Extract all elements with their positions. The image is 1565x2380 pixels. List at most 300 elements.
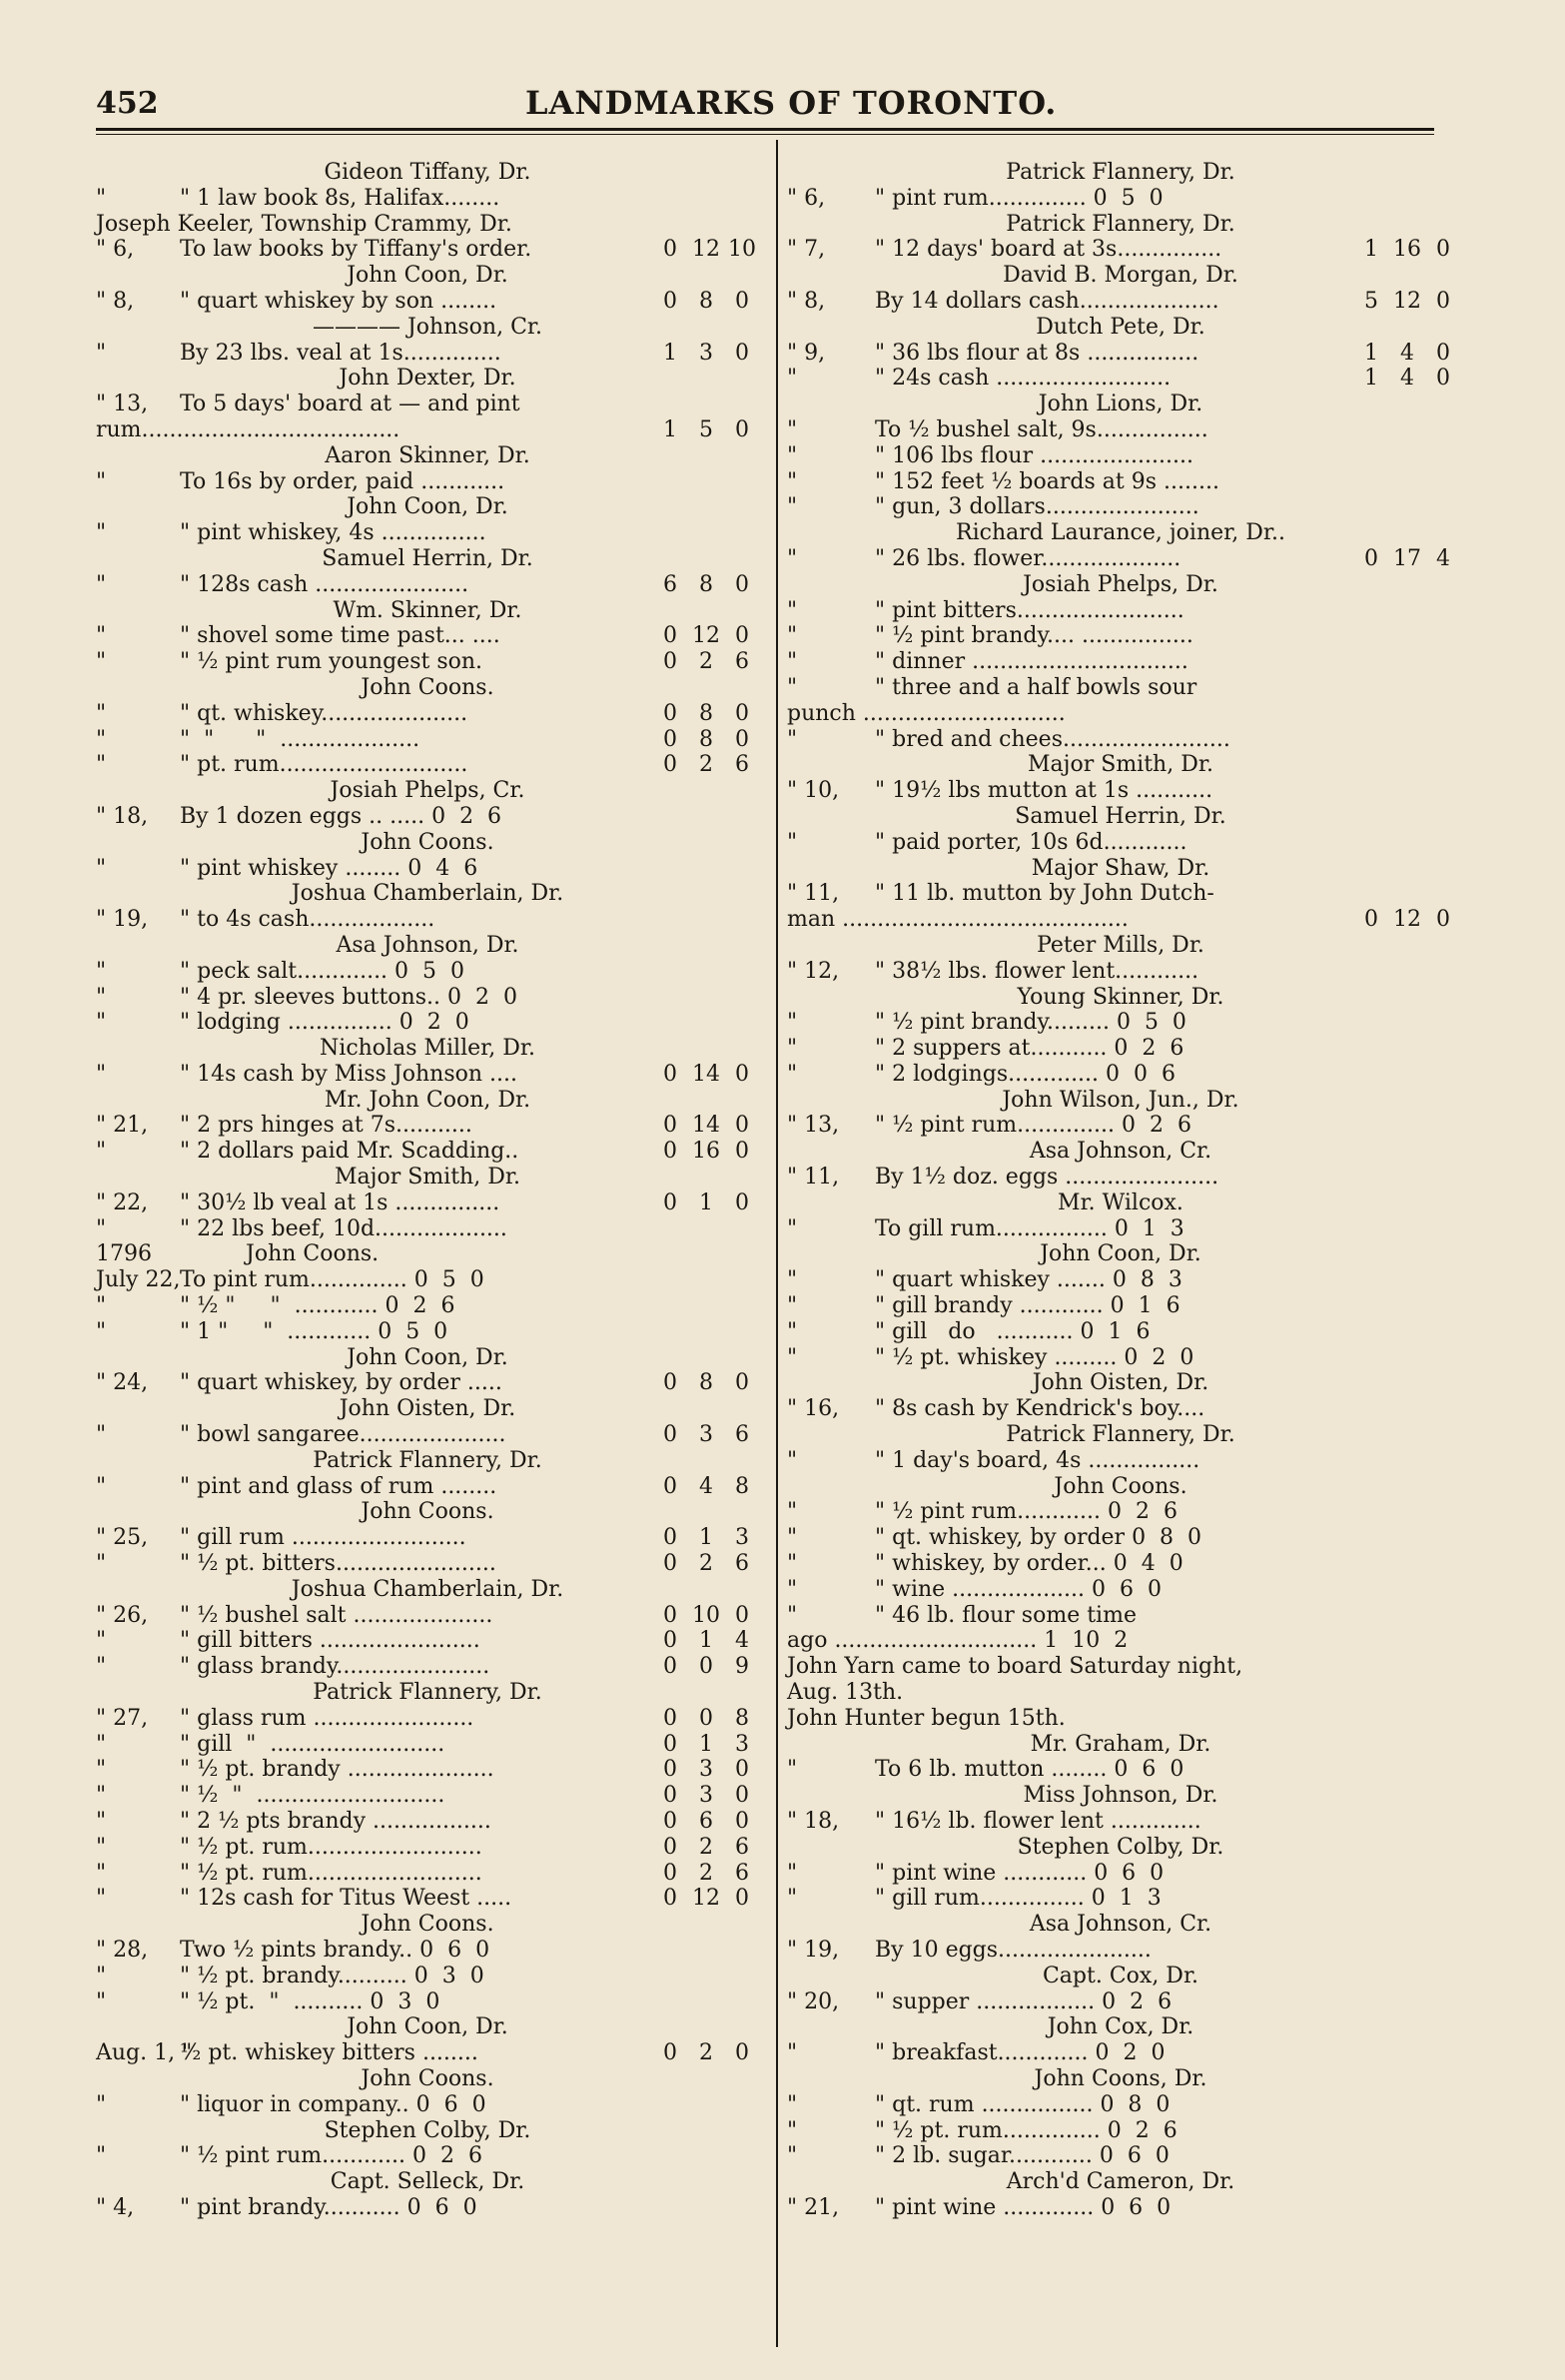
amount-pounds: 0 <box>663 1654 677 1680</box>
entry-continuation <box>96 417 759 443</box>
ledger-entry <box>787 1267 1454 1293</box>
entry-text: " peck salt............. 0 5 0 <box>180 958 465 984</box>
entry-date: " <box>787 1447 798 1473</box>
entry-text: By 1 dozen eggs .. ..... 0 2 6 <box>180 803 502 829</box>
entry-date: " <box>787 1036 798 1062</box>
entry-text: " gill do ........... 0 1 6 <box>875 1318 1151 1344</box>
entry-date: " 20, <box>787 1988 840 2014</box>
amount-shillings: 17 <box>1393 545 1421 571</box>
entry-continuation <box>787 1628 1454 1654</box>
entry-date: " 18, <box>96 803 149 829</box>
amount-pounds: 0 <box>663 1190 677 1215</box>
amount-shillings: 2 <box>699 752 713 778</box>
amount-pounds: 0 <box>663 1860 677 1886</box>
ledger-entry <box>96 804 759 830</box>
entry-continuation <box>96 212 759 238</box>
account-name: John Coons. <box>361 1912 494 1938</box>
account-name: Stephen Colby, Dr. <box>1017 1834 1224 1860</box>
amount-pounds: 0 <box>663 1422 677 1448</box>
account-heading <box>96 1448 759 1474</box>
amount-shillings: 8 <box>699 700 713 726</box>
account-name: John Coons. <box>361 2065 494 2091</box>
ledger-entry <box>787 1499 1454 1525</box>
account-name: Miss Johnson, Dr. <box>1023 1783 1218 1809</box>
account-name: John Oisten, Dr. <box>1032 1370 1209 1396</box>
entry-date: " 11, <box>787 1165 840 1190</box>
entry-text: " whiskey, by order... 0 4 0 <box>875 1551 1183 1577</box>
entry-date: " 22, <box>96 1190 149 1215</box>
entry-text: " " " .................... <box>180 726 420 752</box>
ledger-entry <box>96 1938 759 1964</box>
entry-date: " <box>96 752 107 778</box>
ledger-entry <box>787 237 1454 263</box>
entry-date: " 13, <box>96 392 149 417</box>
amount-pence: 6 <box>735 752 749 778</box>
entry-text: " 1 " " ............ 0 5 0 <box>180 1318 448 1344</box>
entry-date: " <box>96 984 107 1010</box>
amount-shillings: 2 <box>699 1551 713 1577</box>
account-name: Asa Johnson, Cr. <box>1029 1912 1212 1938</box>
ledger-entry <box>787 1525 1454 1551</box>
account-heading <box>787 1732 1454 1758</box>
entry-date: " 9, <box>787 340 826 366</box>
entry-text: " ½ " " ............ 0 2 6 <box>180 1293 455 1319</box>
entry-date: " <box>96 1731 107 1757</box>
entry-text: ago ............................. 1 10 2 <box>787 1628 1129 1654</box>
account-heading <box>787 933 1454 959</box>
amount-pence: 0 <box>1436 907 1450 933</box>
ledger-entry <box>96 1783 759 1809</box>
ledger-entry <box>787 830 1454 856</box>
entry-date: " <box>96 1834 107 1860</box>
amount-shillings: 1 <box>699 1525 713 1551</box>
ledger-entry <box>96 1525 759 1551</box>
account-heading <box>787 160 1454 186</box>
account-name: John Dexter, Dr. <box>339 366 516 392</box>
ledger-entry <box>787 546 1454 572</box>
ledger-entry <box>96 186 759 212</box>
ledger-entry <box>787 1809 1454 1835</box>
amount-pounds: 0 <box>663 1551 677 1577</box>
amount-pence: 6 <box>735 649 749 675</box>
entry-continuation <box>787 701 1454 727</box>
amount-pence: 0 <box>1436 366 1450 392</box>
ledger-entry <box>787 289 1454 315</box>
entry-date: " <box>96 1860 107 1886</box>
ledger-entry <box>787 1036 1454 1062</box>
entry-date: " <box>96 855 107 881</box>
amount-pounds: 0 <box>663 649 677 675</box>
entry-text: " quart whiskey, by order ..... <box>180 1370 502 1396</box>
entry-text: To 16s by order, paid ............ <box>180 468 505 494</box>
entry-date: " <box>96 700 107 726</box>
ledger-entry <box>787 366 1454 392</box>
account-heading <box>96 933 759 959</box>
account-heading <box>787 1912 1454 1938</box>
entry-text: " 4 pr. sleeves buttons.. 0 2 0 <box>180 984 517 1010</box>
account-heading <box>96 2118 759 2144</box>
account-heading <box>787 1474 1454 1500</box>
amount-pence: 0 <box>735 1370 749 1396</box>
ledger-entry <box>96 2092 759 2118</box>
account-name: John Coons. <box>246 1241 380 1267</box>
amount-shillings: 8 <box>699 288 713 314</box>
account-heading <box>96 160 759 186</box>
entry-text: punch ............................. <box>787 700 1066 726</box>
account-name: Major Smith, Dr. <box>335 1165 520 1190</box>
entry-text: " ½ pt. whiskey ......... 0 2 0 <box>875 1344 1194 1370</box>
account-name: Joshua Chamberlain, Dr. <box>291 881 564 907</box>
amount-shillings: 12 <box>1393 288 1421 314</box>
ledger-entry <box>96 1241 759 1267</box>
ledger-entry <box>96 1654 759 1680</box>
entry-text: By 1½ doz. eggs ...................... <box>875 1165 1219 1190</box>
ledger-entry <box>96 392 759 417</box>
entry-text: " 1 day's board, 4s ................ <box>875 1447 1200 1473</box>
account-heading <box>96 1165 759 1190</box>
entry-date: " <box>96 1551 107 1577</box>
entry-date: " 10, <box>787 778 840 804</box>
amount-shillings: 12 <box>692 1886 720 1912</box>
account-name: John Coons. <box>361 1499 494 1525</box>
amount-pounds: 0 <box>663 2040 677 2066</box>
amount-shillings: 0 <box>699 1654 713 1680</box>
entry-date: " <box>96 1628 107 1654</box>
entry-date: " <box>787 1551 798 1577</box>
amount-pounds: 1 <box>663 340 677 366</box>
ledger-entry <box>96 469 759 495</box>
amount-shillings: 3 <box>699 340 713 366</box>
account-name: Gideon Tiffany, Dr. <box>324 160 531 185</box>
account-name: Joshua Chamberlain, Dr. <box>291 1576 564 1602</box>
entry-text: " pt. rum........................... <box>180 752 468 778</box>
amount-pounds: 0 <box>663 700 677 726</box>
ledger-entry <box>787 1396 1454 1422</box>
account-name: Patrick Flannery, Dr. <box>313 1680 542 1706</box>
amount-shillings: 16 <box>692 1139 720 1165</box>
amount-shillings: 3 <box>699 1757 713 1783</box>
entry-text: " liquor in company.. 0 6 0 <box>180 2091 486 2117</box>
ledger-entry <box>96 959 759 985</box>
entry-text: " glass brandy...................... <box>180 1654 490 1680</box>
amount-shillings: 0 <box>699 1705 713 1731</box>
entry-text: To ½ bushel salt, 9s................ <box>875 416 1208 442</box>
entry-text: To gill rum................ 0 1 3 <box>875 1215 1184 1241</box>
account-heading <box>96 443 759 469</box>
amount-pounds: 1 <box>1364 237 1378 263</box>
running-head: LANDMARKS OF TORONTO. <box>525 84 1058 122</box>
account-name: Patrick Flannery, Dr. <box>313 1447 542 1473</box>
ledger-entry <box>96 520 759 546</box>
entry-date: " <box>96 1215 107 1241</box>
entry-text: To pint rum.............. 0 5 0 <box>180 1267 484 1293</box>
amount-pence: 0 <box>735 1113 749 1139</box>
account-name: Samuel Herrin, Dr. <box>1015 803 1226 829</box>
account-name: John Coons. <box>361 829 494 855</box>
amount-shillings: 16 <box>1393 237 1421 263</box>
entry-text: Joseph Keeler, Township Crammy, Dr. <box>96 211 512 237</box>
account-name: Patrick Flannery, Dr. <box>1006 1422 1235 1448</box>
entry-date: " <box>787 2117 798 2143</box>
account-name: Aaron Skinner, Dr. <box>325 442 530 468</box>
entry-continuation <box>787 1654 1454 1680</box>
amount-pence: 6 <box>735 1860 749 1886</box>
entry-text: " gill brandy ............ 0 1 6 <box>875 1293 1180 1319</box>
entry-text: " dinner ............................... <box>875 649 1188 675</box>
account-name: David B. Morgan, Dr. <box>1003 263 1238 289</box>
entry-text: " ½ " ........................... <box>180 1783 445 1809</box>
entry-date: " 6, <box>96 237 135 263</box>
ledger-entry <box>787 1757 1454 1783</box>
entry-date: " <box>787 1061 798 1087</box>
ledger-entry <box>96 1732 759 1758</box>
entry-text: " 2 lb. sugar............ 0 6 0 <box>875 2143 1170 2169</box>
entry-text: " 12s cash for Titus Weest ..... <box>180 1886 512 1912</box>
entry-text: " pint whiskey ........ 0 4 6 <box>180 855 478 881</box>
entry-text: " 128s cash ...................... <box>180 571 469 597</box>
account-name: Mr. Wilcox. <box>1058 1190 1183 1215</box>
amount-shillings: 10 <box>692 1602 720 1628</box>
amount-pence: 0 <box>735 623 749 649</box>
amount-pence: 3 <box>735 1525 749 1551</box>
entry-date: " <box>787 1215 798 1241</box>
entry-date: " <box>96 1010 107 1036</box>
entry-date: " <box>787 597 798 623</box>
amount-shillings: 8 <box>699 571 713 597</box>
account-name: John Coons. <box>361 674 494 700</box>
amount-pence: 0 <box>735 1783 749 1809</box>
entry-date: " 4, <box>96 2194 135 2220</box>
entry-text: " pint rum.............. 0 5 0 <box>875 185 1164 211</box>
account-name: Samuel Herrin, Dr. <box>322 545 533 571</box>
amount-shillings: 8 <box>699 1370 713 1396</box>
amount-pence: 0 <box>735 726 749 752</box>
account-name: Mr. Graham, Dr. <box>1030 1731 1211 1757</box>
amount-shillings: 2 <box>699 649 713 675</box>
amount-pounds: 0 <box>663 1525 677 1551</box>
header-rule <box>96 128 1434 131</box>
amount-pence: 0 <box>735 1139 749 1165</box>
account-name: John Lions, Dr. <box>1038 392 1203 417</box>
entry-date: " <box>787 494 798 520</box>
entry-text: " ½ pt. rum.............. 0 2 6 <box>875 2117 1177 2143</box>
amount-pounds: 0 <box>663 1705 677 1731</box>
amount-pence: 6 <box>735 1551 749 1577</box>
amount-pence: 10 <box>728 237 756 263</box>
entry-date: " <box>96 1988 107 2014</box>
amount-pounds: 0 <box>663 1809 677 1834</box>
ledger-entry <box>96 237 759 263</box>
account-heading <box>787 1422 1454 1448</box>
ledger-entry <box>787 2195 1454 2221</box>
account-name: Richard Laurance, joiner, Dr.. <box>956 520 1285 546</box>
ledger-entry <box>96 572 759 598</box>
amount-shillings: 12 <box>692 237 720 263</box>
amount-pence: 0 <box>735 1757 749 1783</box>
entry-text: " pint wine ............ 0 6 0 <box>875 1860 1165 1886</box>
entry-text: " shovel some time past... .... <box>180 623 500 649</box>
entry-date: " <box>96 468 107 494</box>
amount-shillings: 2 <box>699 1860 713 1886</box>
header-rule-thin <box>96 134 1434 135</box>
amount-pounds: 0 <box>663 1783 677 1809</box>
ledger-entry <box>787 417 1454 443</box>
account-name: John Coon, Dr. <box>347 494 508 520</box>
account-name: Wm. Skinner, Dr. <box>333 597 522 623</box>
ledger-entry <box>787 1345 1454 1371</box>
entry-date: " 26, <box>96 1602 149 1628</box>
account-name: Major Shaw, Dr. <box>1031 855 1210 881</box>
entry-text: " three and a half bowls sour <box>875 674 1197 700</box>
amount-shillings: 4 <box>1400 340 1414 366</box>
amount-pence: 3 <box>735 1731 749 1757</box>
amount-pounds: 0 <box>663 1061 677 1087</box>
entry-date: " <box>787 674 798 700</box>
entry-text: By 23 lbs. veal at 1s.............. <box>180 340 501 366</box>
entry-date: " 19, <box>787 1937 840 1963</box>
ledger-entry <box>787 1010 1454 1036</box>
amount-pounds: 0 <box>663 623 677 649</box>
entry-text: " bowl sangaree..................... <box>180 1422 506 1448</box>
account-name: John Wilson, Jun., Dr. <box>1002 1087 1239 1113</box>
amount-pence: 0 <box>735 1809 749 1834</box>
entry-date: " <box>787 1318 798 1344</box>
entry-text: " to 4s cash.................. <box>180 907 435 933</box>
page-number: 452 <box>96 86 159 121</box>
entry-text: " gill bitters ....................... <box>180 1628 480 1654</box>
entry-text: By 14 dollars cash.................... <box>875 288 1219 314</box>
ledger-entry <box>96 289 759 315</box>
amount-shillings: 2 <box>699 1834 713 1860</box>
ledger-entry <box>96 623 759 649</box>
account-heading <box>787 2066 1454 2092</box>
amount-shillings: 8 <box>699 726 713 752</box>
account-heading <box>787 2169 1454 2195</box>
account-heading <box>96 2014 759 2040</box>
ledger-entry <box>96 1216 759 1242</box>
entry-text: " supper ................. 0 2 6 <box>875 1988 1173 2014</box>
account-name: Patrick Flannery, Dr. <box>1006 160 1235 185</box>
entry-text: ½ pt. whiskey bitters ........ <box>180 2040 478 2066</box>
entry-date: " <box>787 1499 798 1525</box>
amount-shillings: 1 <box>699 1731 713 1757</box>
amount-pounds: 5 <box>1364 288 1378 314</box>
ledger-entry <box>96 1139 759 1165</box>
account-name: John Oisten, Dr. <box>339 1396 516 1422</box>
ledger-entry <box>96 1062 759 1088</box>
account-heading <box>787 1241 1454 1267</box>
entry-text: " ½ pt. brandy ..................... <box>180 1757 494 1783</box>
account-heading <box>96 881 759 907</box>
entry-date: " <box>96 649 107 675</box>
entry-text: " 152 feet ½ boards at 9s ........ <box>875 468 1219 494</box>
entry-text: " wine ................... 0 6 0 <box>875 1576 1162 1602</box>
amount-pence: 6 <box>735 1834 749 1860</box>
entry-date: " <box>787 1344 798 1370</box>
amount-shillings: 3 <box>699 1422 713 1448</box>
entry-date: " 27, <box>96 1705 149 1731</box>
entry-text: " 8s cash by Kendrick's boy.... <box>875 1396 1205 1422</box>
entry-date: " <box>787 829 798 855</box>
entry-text: " 16½ lb. flower lent ............. <box>875 1809 1201 1834</box>
entry-date: " <box>96 1809 107 1834</box>
ledger-entry <box>96 649 759 675</box>
account-name: Major Smith, Dr. <box>1028 752 1213 778</box>
entry-text: " gill rum ......................... <box>180 1525 466 1551</box>
amount-pounds: 0 <box>663 1139 677 1165</box>
entry-text: " quart whiskey by son ........ <box>180 288 497 314</box>
amount-pounds: 0 <box>663 1628 677 1654</box>
account-name: Josiah Phelps, Dr. <box>1023 571 1218 597</box>
account-heading <box>96 1345 759 1371</box>
amount-pence: 0 <box>735 571 749 597</box>
ledger-entry <box>787 1216 1454 1242</box>
account-heading <box>787 1088 1454 1114</box>
account-heading <box>787 752 1454 778</box>
entry-date: " <box>96 340 107 366</box>
entry-text: " 38½ lbs. flower lent............ <box>875 958 1199 984</box>
amount-pounds: 0 <box>663 288 677 314</box>
account-heading <box>787 1190 1454 1216</box>
entry-date: 1796 <box>96 1241 152 1267</box>
amount-shillings: 14 <box>692 1113 720 1139</box>
ledger-entry <box>787 598 1454 624</box>
account-heading <box>787 804 1454 830</box>
entry-text: " ½ pt. " .......... 0 3 0 <box>180 1988 440 2014</box>
entry-date: " <box>787 1602 798 1628</box>
entry-date: " <box>96 2091 107 2117</box>
ledger-entry <box>96 1319 759 1345</box>
ledger-entry <box>96 2143 759 2169</box>
entry-text: " glass rum ....................... <box>180 1705 474 1731</box>
ledger-entry <box>96 856 759 882</box>
ledger-entry <box>787 1293 1454 1319</box>
ledger-entry <box>96 2040 759 2066</box>
entry-date: " 16, <box>787 1396 840 1422</box>
account-heading <box>96 830 759 856</box>
account-name: Patrick Flannery, Dr. <box>1006 211 1235 237</box>
entry-date: " <box>787 1010 798 1036</box>
account-heading <box>787 985 1454 1011</box>
ledger-entry <box>787 186 1454 212</box>
amount-shillings: 4 <box>1400 366 1414 392</box>
ledger-entry <box>787 1165 1454 1190</box>
entry-date: " <box>787 1886 798 1912</box>
ledger-entry <box>787 959 1454 985</box>
entry-text: " pint wine ............. 0 6 0 <box>875 2194 1172 2220</box>
ledger-entry <box>96 1835 759 1861</box>
ledger-entry <box>96 1989 759 2015</box>
ledger-entry <box>787 469 1454 495</box>
entry-text: " 22 lbs beef, 10d................... <box>180 1215 507 1241</box>
amount-pence: 0 <box>735 416 749 442</box>
amount-shillings: 3 <box>699 1783 713 1809</box>
entry-text: rum..................................... <box>96 416 400 442</box>
account-heading <box>96 1036 759 1062</box>
account-heading <box>96 2066 759 2092</box>
ledger-entry <box>787 1989 1454 2015</box>
entry-date: " <box>96 2143 107 2169</box>
ledger-entry <box>787 443 1454 469</box>
account-name: Dutch Pete, Dr. <box>1036 314 1205 340</box>
account-heading <box>787 392 1454 417</box>
account-heading <box>96 366 759 392</box>
page-header <box>96 80 1434 130</box>
ledger-entry <box>787 881 1454 907</box>
amount-pence: 0 <box>735 2040 749 2066</box>
account-heading <box>96 1577 759 1603</box>
entry-date: " <box>787 1267 798 1293</box>
